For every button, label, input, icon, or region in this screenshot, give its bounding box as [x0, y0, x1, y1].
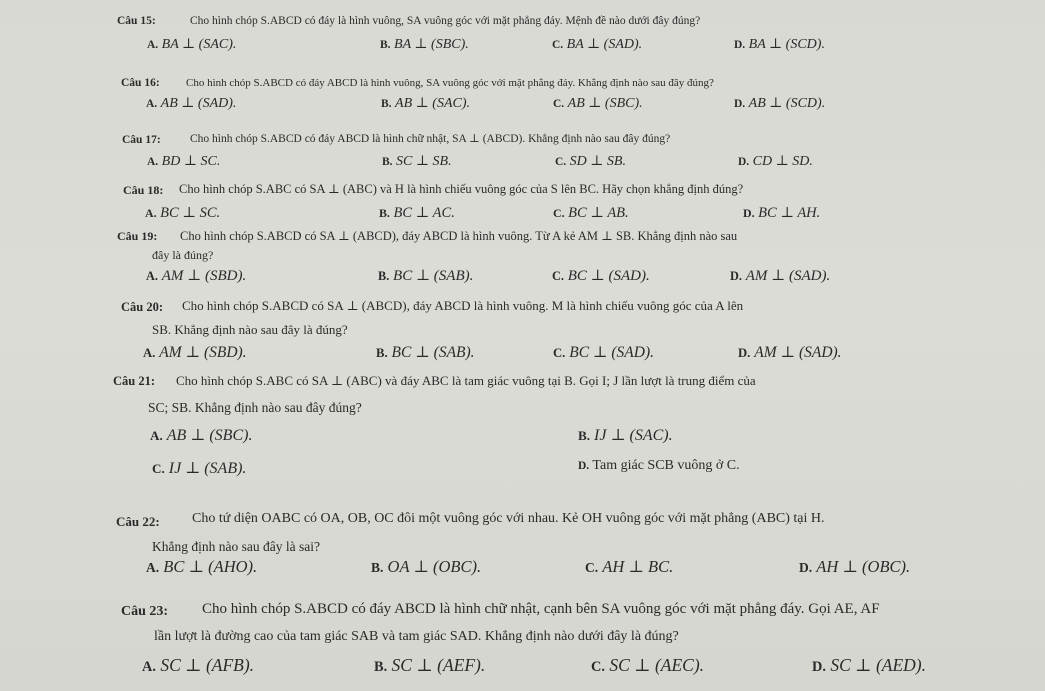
- option-text: Tam giác SCB vuông ở C.: [592, 458, 740, 473]
- option-text: BA ⊥ (SCD).: [748, 37, 825, 52]
- q18-option-d: [743, 205, 820, 222]
- option-label: D.: [738, 346, 751, 360]
- q16-option-a: [146, 95, 236, 112]
- option-text: OA ⊥ (OBC).: [387, 557, 482, 576]
- option-text: AB ⊥ (SAD).: [160, 96, 237, 111]
- q22-option-a: [146, 557, 257, 577]
- option-label: A.: [143, 346, 156, 360]
- option-label: B.: [380, 39, 391, 51]
- option-label: A.: [146, 269, 158, 283]
- option-label: C.: [552, 269, 564, 283]
- option-text: AH ⊥ (OBC).: [816, 557, 911, 576]
- option-label: C.: [553, 346, 566, 360]
- question-23-stem-line-2: lần lượt là đường cao của tam giác SAB và tam giác SAD. Khẳng định nào dưới đây là đúng?: [154, 629, 679, 644]
- option-label: D.: [743, 206, 755, 220]
- q21-option-c: [152, 458, 246, 478]
- option-label: A.: [146, 560, 160, 575]
- question-15-number: Câu 15:: [117, 15, 156, 27]
- q16-option-d: [734, 95, 825, 112]
- question-22-number: Câu 22:: [116, 514, 160, 529]
- q23-option-b: [374, 655, 485, 676]
- q19-option-b: [378, 266, 473, 285]
- q20-option-c: [553, 343, 654, 362]
- q17-option-b: [382, 153, 452, 170]
- option-text: AB ⊥ (SBC).: [567, 96, 643, 111]
- option-text: AH ⊥ BC.: [602, 557, 674, 576]
- option-text: BC ⊥ SC.: [160, 205, 221, 221]
- option-text: AB ⊥ (SBC).: [166, 427, 253, 444]
- option-label: B.: [371, 560, 384, 575]
- option-text: BA ⊥ (SAD).: [566, 37, 643, 52]
- question-19-stem-line-2: đây là đúng?: [152, 248, 214, 262]
- option-text: SC ⊥ (AEC).: [609, 655, 705, 675]
- option-text: SC ⊥ SB.: [396, 154, 452, 169]
- q23-option-c: [591, 655, 704, 676]
- q18-option-a: [145, 205, 220, 222]
- option-text: BC ⊥ (SAB).: [391, 344, 475, 361]
- question-20-stem-line-1: Cho hình chóp S.ABCD có SA ⊥ (ABCD), đáy ABCD là hình vuông. M là hình chiếu vuông góc của A lên: [182, 298, 744, 313]
- option-text: AB ⊥ (SAC).: [395, 96, 471, 111]
- q19-option-a: [146, 266, 246, 285]
- option-text: BA ⊥ (SBC).: [394, 37, 469, 52]
- question-15-stem: Cho hình chóp S.ABCD có đáy là hình vuông, SA vuông góc với mặt phẳng đáy. Mệnh đề nào dưới đây đúng?: [190, 15, 701, 27]
- q15-option-d: [734, 36, 825, 53]
- option-label: C.: [591, 659, 605, 675]
- q18-option-b: [379, 205, 455, 222]
- q16-option-b: [381, 95, 470, 112]
- option-label: B.: [382, 156, 393, 168]
- q22-option-b: [371, 557, 481, 577]
- q15-option-a: [147, 36, 236, 53]
- q21-option-d: [578, 458, 740, 474]
- question-22-stem-line-2: Khẳng định nào sau đây là sai?: [152, 539, 320, 554]
- q22-option-d: [799, 557, 910, 577]
- option-label: D.: [734, 39, 746, 51]
- q21-option-b: [578, 425, 673, 445]
- option-label: D.: [799, 560, 813, 575]
- option-text: BC ⊥ (SAD).: [567, 268, 650, 284]
- q22-option-c: [585, 557, 673, 577]
- q16-option-c: [553, 95, 643, 112]
- option-label: B.: [381, 98, 392, 110]
- q17-option-c: [555, 153, 626, 170]
- q20-option-d: [738, 343, 842, 362]
- q15-option-b: [380, 36, 469, 53]
- option-text: IJ ⊥ (SAC).: [594, 427, 673, 444]
- option-text: BC ⊥ AC.: [393, 205, 455, 221]
- option-label: A.: [147, 156, 159, 168]
- option-text: SC ⊥ (AEF).: [391, 655, 486, 675]
- option-text: SD ⊥ SB.: [569, 154, 626, 169]
- question-20-number: Câu 20:: [121, 300, 164, 314]
- option-label: B.: [374, 659, 388, 675]
- q17-option-a: [147, 153, 220, 170]
- question-17-stem: Cho hình chóp S.ABCD có đáy ABCD là hình chữ nhật, SA ⊥ (ABCD). Khẳng định nào sau đây đúng?: [190, 133, 671, 145]
- option-text: IJ ⊥ (SAB).: [168, 460, 247, 477]
- question-19-stem-line-1: Cho hình chóp S.ABCD có SA ⊥ (ABCD), đáy ABCD là hình vuông. Từ A kẻ AM ⊥ SB. Khẳng định nào sau: [180, 229, 738, 243]
- question-23-stem-line-1: Cho hình chóp S.ABCD có đáy ABCD là hình chữ nhật, cạnh bên SA vuông góc với mặt phẳng đáy. Gọi AE, AF: [202, 601, 880, 617]
- option-text: BC ⊥ AH.: [758, 205, 821, 221]
- option-text: BC ⊥ (AHO).: [163, 557, 258, 576]
- option-label: C.: [585, 560, 599, 575]
- option-label: D.: [812, 659, 826, 675]
- option-label: B.: [578, 428, 591, 443]
- question-21-stem-line-2: SC; SB. Khẳng định nào sau đây đúng?: [148, 400, 362, 415]
- option-label: D.: [578, 460, 590, 472]
- question-18-number: Câu 18:: [123, 183, 164, 197]
- option-text: CD ⊥ SD.: [752, 154, 813, 169]
- option-text: BC ⊥ AB.: [568, 205, 629, 221]
- option-label: D.: [738, 156, 750, 168]
- question-18-stem: Cho hình chóp S.ABC có SA ⊥ (ABC) và H là hình chiếu vuông góc của S lên BC. Hãy chọn khẳng định đúng?: [179, 182, 744, 196]
- option-label: A.: [142, 659, 156, 675]
- question-21-stem-line-1: Cho hình chóp S.ABC có SA ⊥ (ABC) và đáy ABC là tam giác vuông tại B. Gọi I; J lần lượt là trung điểm của: [176, 373, 756, 388]
- option-text: SC ⊥ (AFB).: [160, 655, 255, 675]
- q20-option-b: [376, 343, 475, 362]
- q19-option-d: [730, 266, 830, 285]
- q21-option-a: [150, 425, 252, 445]
- option-label: A.: [147, 39, 159, 51]
- option-label: C.: [553, 98, 565, 110]
- option-text: BC ⊥ (SAD).: [569, 344, 654, 361]
- option-label: C.: [553, 206, 565, 220]
- option-text: AM ⊥ (SAD).: [754, 344, 842, 361]
- option-label: A.: [150, 428, 163, 443]
- option-label: D.: [730, 269, 742, 283]
- option-text: AM ⊥ (SBD).: [161, 268, 247, 284]
- option-text: SC ⊥ (AED).: [830, 655, 927, 675]
- question-20-stem-line-2: SB. Khẳng định nào sau đây là đúng?: [152, 322, 348, 337]
- question-21-number: Câu 21:: [113, 374, 156, 388]
- question-16-number: Câu 16:: [121, 77, 160, 89]
- option-label: C.: [152, 461, 165, 476]
- option-label: C.: [555, 156, 567, 168]
- option-label: B.: [379, 206, 390, 220]
- option-label: C.: [552, 39, 564, 51]
- question-16-stem: Cho hình chóp S.ABCD có đáy ABCD là hình vuông, SA vuông góc với mặt phẳng đáy. Khẳng định nào sau đây đúng?: [186, 77, 714, 89]
- q23-option-d: [812, 655, 926, 676]
- option-text: AM ⊥ (SBD).: [159, 344, 247, 361]
- option-label: B.: [378, 269, 390, 283]
- option-text: BA ⊥ (SAC).: [161, 37, 237, 52]
- q15-option-c: [552, 36, 642, 53]
- q17-option-d: [738, 153, 813, 170]
- option-text: AB ⊥ (SCD).: [748, 96, 826, 111]
- q20-option-a: [143, 343, 247, 362]
- option-text: BC ⊥ (SAB).: [393, 268, 474, 284]
- option-label: A.: [146, 98, 158, 110]
- option-label: A.: [145, 206, 157, 220]
- q19-option-c: [552, 266, 650, 285]
- q18-option-c: [553, 205, 629, 222]
- option-text: BD ⊥ SC.: [161, 154, 221, 169]
- question-22-stem-line-1: Cho tứ diện OABC có OA, OB, OC đôi một vuông góc với nhau. Kẻ OH vuông góc với mặt phẳng (ABC) tại H.: [192, 511, 825, 526]
- q23-option-a: [142, 655, 254, 676]
- option-label: B.: [376, 346, 388, 360]
- question-23-number: Câu 23:: [121, 604, 169, 619]
- option-label: D.: [734, 98, 746, 110]
- option-text: AM ⊥ (SAD).: [745, 268, 831, 284]
- question-17-number: Câu 17:: [122, 134, 161, 146]
- question-19-number: Câu 19:: [117, 229, 158, 243]
